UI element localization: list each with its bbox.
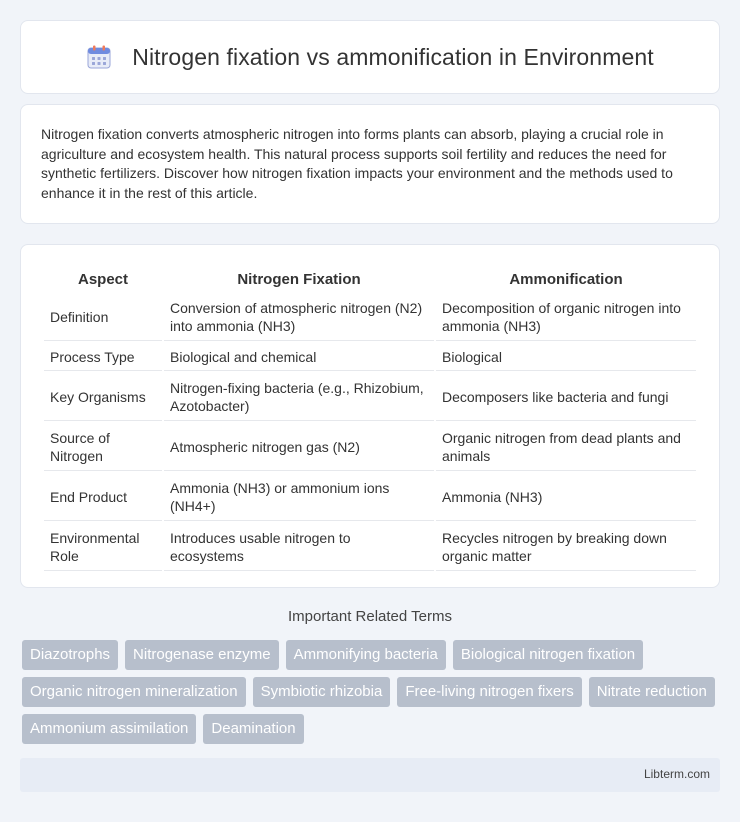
table-cell: Nitrogen-fixing bacteria (e.g., Rhizobium, Azotobacter): [164, 373, 434, 421]
comparison-table-card: [20, 244, 720, 588]
table-cell: Definition: [44, 293, 162, 341]
column-header-nitrogen-fixation: Nitrogen Fixation: [237, 271, 361, 288]
table-cell: Key Organisms: [44, 373, 162, 421]
tag-nitrogenase-enzyme[interactable]: Nitrogenase enzyme: [125, 640, 279, 670]
table-row: [44, 293, 696, 341]
column-header-aspect: Aspect: [77, 271, 129, 288]
table-cell: Introduces usable nitrogen to ecosystems: [164, 523, 434, 571]
table-cell: Decomposition of organic nitrogen into ammonia (NH3): [436, 293, 696, 341]
tag-diazotrophs[interactable]: Diazotrophs: [22, 640, 118, 670]
intro-text: Nitrogen fixation converts atmospheric nitrogen into forms plants can absorb, playing a crucial role in agriculture and ecosystem health. This natural process supports soil fertility and reduces the need for synthetic fertilizers. Discover how nitrogen fixation impacts your environment and the methods used to enhance it in the rest of this article.: [41, 126, 673, 201]
table-cell: Ammonia (NH3): [436, 473, 696, 521]
related-terms-title: Important Related Terms: [288, 608, 452, 625]
tag-free-living-nitrogen-fixers[interactable]: Free-living nitrogen fixers: [397, 677, 581, 707]
tag-ammonifying-bacteria[interactable]: Ammonifying bacteria: [286, 640, 446, 670]
tag-nitrate-reduction[interactable]: Nitrate reduction: [589, 677, 715, 707]
calendar-icon: [86, 44, 112, 70]
tag-ammonium-assimilation[interactable]: Ammonium assimilation: [22, 714, 196, 744]
table-row: [44, 373, 696, 421]
table-cell: Atmospheric nitrogen gas (N2): [164, 423, 434, 471]
table-cell: Source of Nitrogen: [44, 423, 162, 471]
page-title: Nitrogen fixation vs ammonification in Environment: [132, 43, 654, 70]
table-cell: Biological and chemical: [164, 343, 434, 371]
table-row: [44, 423, 696, 471]
table-cell: Biological: [436, 343, 696, 371]
column-header-ammonification: Ammonification: [509, 271, 623, 288]
table-cell: Process Type: [44, 343, 162, 371]
tag-symbiotic-rhizobia[interactable]: Symbiotic rhizobia: [253, 677, 391, 707]
table-row: [44, 473, 696, 521]
intro-card: [20, 104, 720, 224]
table-cell: Decomposers like bacteria and fungi: [436, 373, 696, 421]
table-cell: Environmental Role: [44, 523, 162, 571]
comparison-table: [42, 265, 698, 573]
table-cell: Ammonia (NH3) or ammonium ions (NH4+): [164, 473, 434, 521]
table-row: [44, 343, 696, 371]
related-terms-tags: [22, 640, 722, 744]
table-row: [44, 523, 696, 571]
tag-organic-nitrogen-mineralization[interactable]: Organic nitrogen mineralization: [22, 677, 246, 707]
header-card: [20, 20, 720, 94]
table-cell: Organic nitrogen from dead plants and animals: [436, 423, 696, 471]
table-cell: Recycles nitrogen by breaking down organic matter: [436, 523, 696, 571]
table-cell: End Product: [44, 473, 162, 521]
tag-biological-nitrogen-fixation[interactable]: Biological nitrogen fixation: [453, 640, 643, 670]
table-cell: Conversion of atmospheric nitrogen (N2) into ammonia (NH3): [164, 293, 434, 341]
footer: [20, 758, 720, 792]
tag-deamination[interactable]: Deamination: [203, 714, 303, 744]
footer-brand-link[interactable]: Libterm.com: [643, 767, 710, 781]
table-header-row: [44, 267, 696, 291]
